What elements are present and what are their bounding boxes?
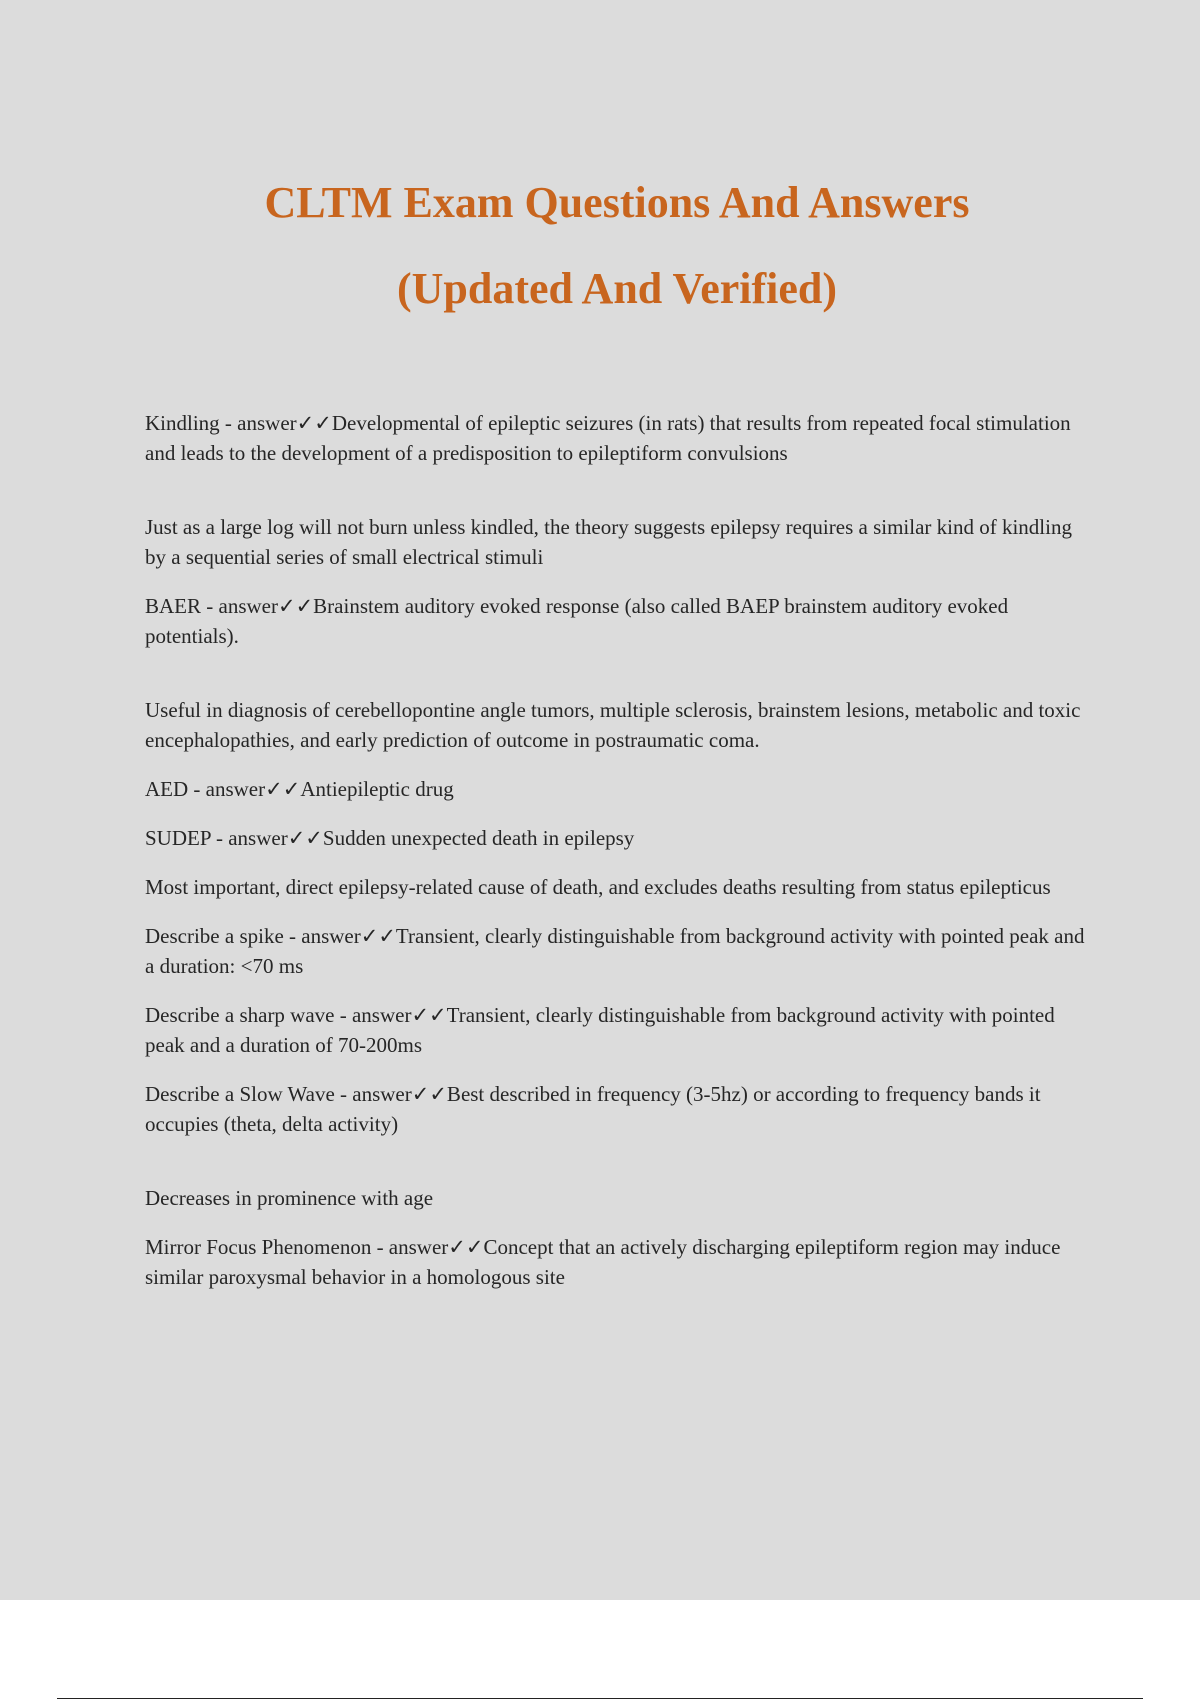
- qa-paragraph-slow-wave: Describe a Slow Wave - answer✓✓Best described in frequency (3-5hz) or according to frequency bands it occupies (theta, delta activity): [145, 1082, 1041, 1136]
- qa-content: [145, 408, 1085, 1311]
- qa-paragraph-kindling-note: Just as a large log will not burn unless kindled, the theory suggests epilepsy requires a similar kind of kindling by a sequential series of small electrical stimuli: [145, 515, 1072, 569]
- qa-paragraph-aed: AED - answer✓✓Antiepileptic drug: [145, 777, 454, 801]
- qa-paragraph-sharp-wave: Describe a sharp wave - answer✓✓Transient, clearly distinguishable from background activity with pointed peak and a duration of 70-200ms: [145, 1003, 1055, 1057]
- footer-divider: [57, 1698, 1143, 1699]
- title-line-2: (Updated And Verified): [396, 264, 838, 313]
- qa-paragraph-spike: Describe a spike - answer✓✓Transient, clearly distinguishable from background activity with pointed peak and a duration: <70 ms: [145, 924, 1085, 978]
- qa-paragraph-slow-wave-note: Decreases in prominence with age: [145, 1186, 434, 1210]
- next-page-area: [0, 1600, 1200, 1700]
- title-line-1: CLTM Exam Questions And Answers: [264, 178, 970, 227]
- document-title: [0, 160, 1200, 332]
- qa-paragraph-baer: BAER - answer✓✓Brainstem auditory evoked response (also called BAEP brainstem auditory evoked potentials).: [145, 594, 1009, 648]
- qa-paragraph-sudep: SUDEP - answer✓✓Sudden unexpected death in epilepsy: [145, 826, 635, 850]
- qa-paragraph-sudep-note: Most important, direct epilepsy-related cause of death, and excludes deaths resulting from status epilepticus: [145, 875, 1051, 899]
- qa-paragraph-kindling: Kindling - answer✓✓Developmental of epileptic seizures (in rats) that results from repeated focal stimulation and leads to the development of a predisposition to epileptiform convulsions: [145, 411, 1071, 465]
- qa-paragraph-mirror-focus: Mirror Focus Phenomenon - answer✓✓Concept that an actively discharging epileptiform region may induce similar paroxysmal behavior in a homologous site: [145, 1235, 1061, 1289]
- qa-paragraph-baer-note: Useful in diagnosis of cerebellopontine angle tumors, multiple sclerosis, brainstem lesions, metabolic and toxic encephalopathies, and early prediction of outcome in postraumatic coma.: [145, 698, 1081, 752]
